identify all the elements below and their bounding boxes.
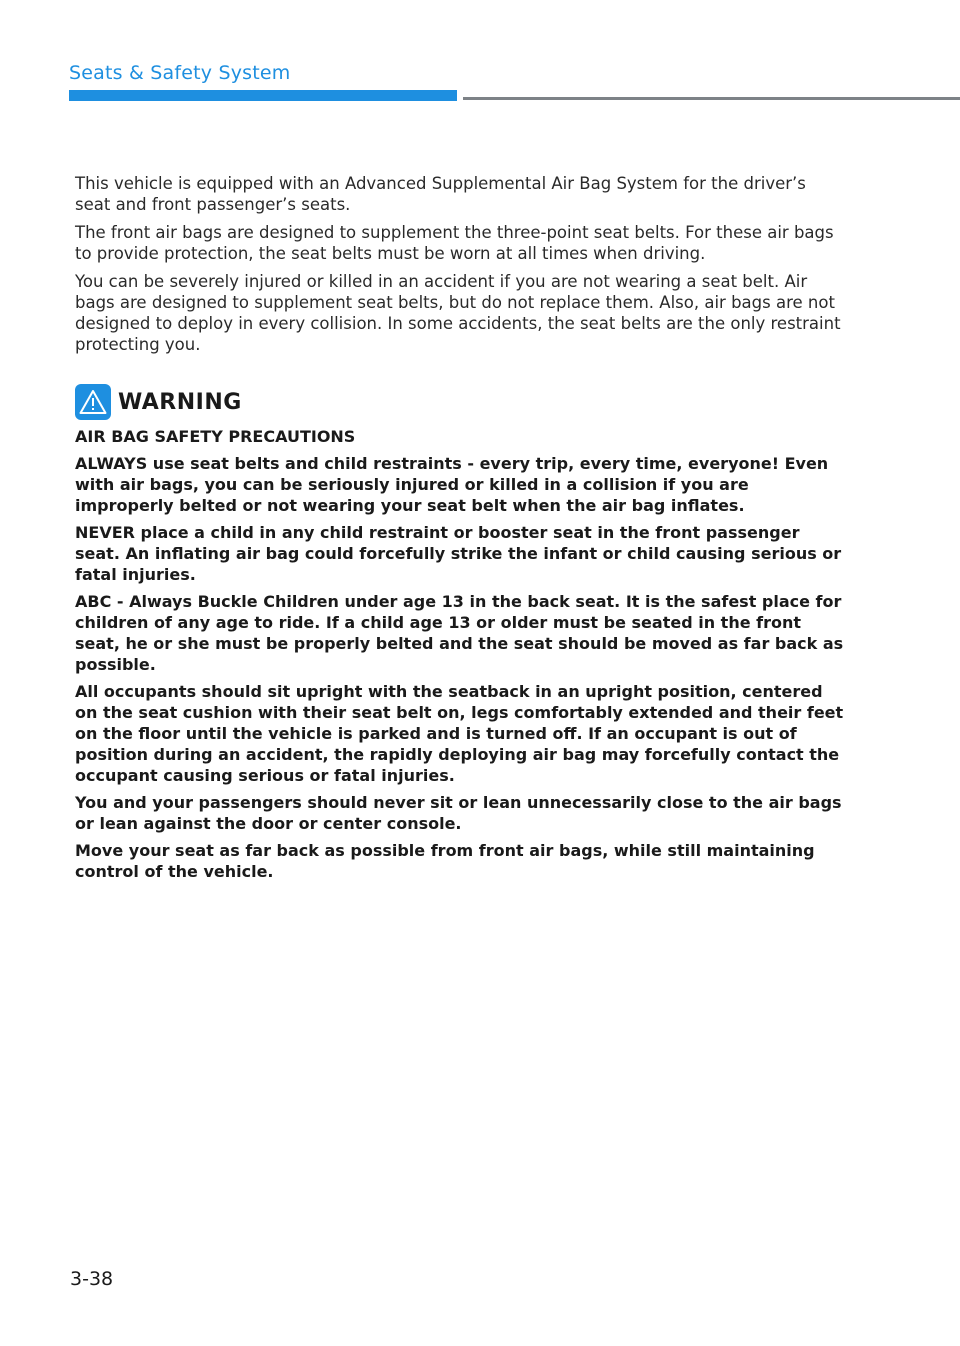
header-rule: [463, 97, 960, 100]
warning-paragraph: NEVER place a child in any child restraint or booster seat in the front passenger seat. An inflating air bag could forcefully strike the infant or child causing serious or fatal injuries.: [75, 523, 842, 584]
section-title: Seats & Safety System: [69, 62, 291, 84]
header-accent-bar: [69, 90, 457, 101]
intro-paragraph: This vehicle is equipped with an Advanced Supplemental Air Bag System for the driver’s seat and front passenger’s seats.: [75, 174, 806, 214]
warning-paragraph: Move your seat as far back as possible from front air bags, while still maintaining control of the vehicle.: [75, 841, 815, 881]
warning-triangle-icon: [75, 384, 111, 420]
intro-paragraph: You can be severely injured or killed in an accident if you are not wearing a seat belt. Air bags are designed to supplement seat belts, but do not replace them. Also, air bags are not designed to deploy in every collision. In some accidents, the seat belts are the only restraint protecting you.: [75, 272, 841, 354]
page-number: 3-38: [70, 1268, 114, 1290]
warning-subtitle: AIR BAG SAFETY PRECAUTIONS: [75, 427, 356, 446]
warning-box: [75, 384, 845, 882]
warning-header: [75, 384, 845, 420]
intro-paragraph: The front air bags are designed to supplement the three-point seat belts. For these air bags to provide protection, the seat belts must be worn at all times when driving.: [75, 223, 834, 263]
warning-paragraph: ALWAYS use seat belts and child restraints - every trip, every time, everyone! Even with air bags, you can be seriously injured or killed in a collision if you are improperly belted or not wearing your seat belt when the air bag inflates.: [75, 454, 829, 515]
warning-paragraph: ABC - Always Buckle Children under age 13 in the back seat. It is the safest place for children of any age to ride. If a child age 13 or older must be seated in the front seat, he or she must be properly belted and the seat should be moved as far back as possible.: [75, 592, 844, 674]
page-content: [75, 173, 845, 888]
intro-section: [75, 173, 845, 355]
warning-title: WARNING: [118, 389, 242, 415]
warning-paragraph: All occupants should sit upright with the seatback in an upright position, centered on the seat cushion with their seat belt on, legs comfortably extended and their feet on the floor until the vehicle is parked and is turned off. If an occupant is out of position during an accident, the rapidly deploying air bag may forcefully contact the occupant causing serious or fatal injuries.: [75, 682, 844, 785]
warning-paragraph: You and your passengers should never sit or lean unnecessarily close to the air bags or lean against the door or center console.: [75, 793, 842, 833]
